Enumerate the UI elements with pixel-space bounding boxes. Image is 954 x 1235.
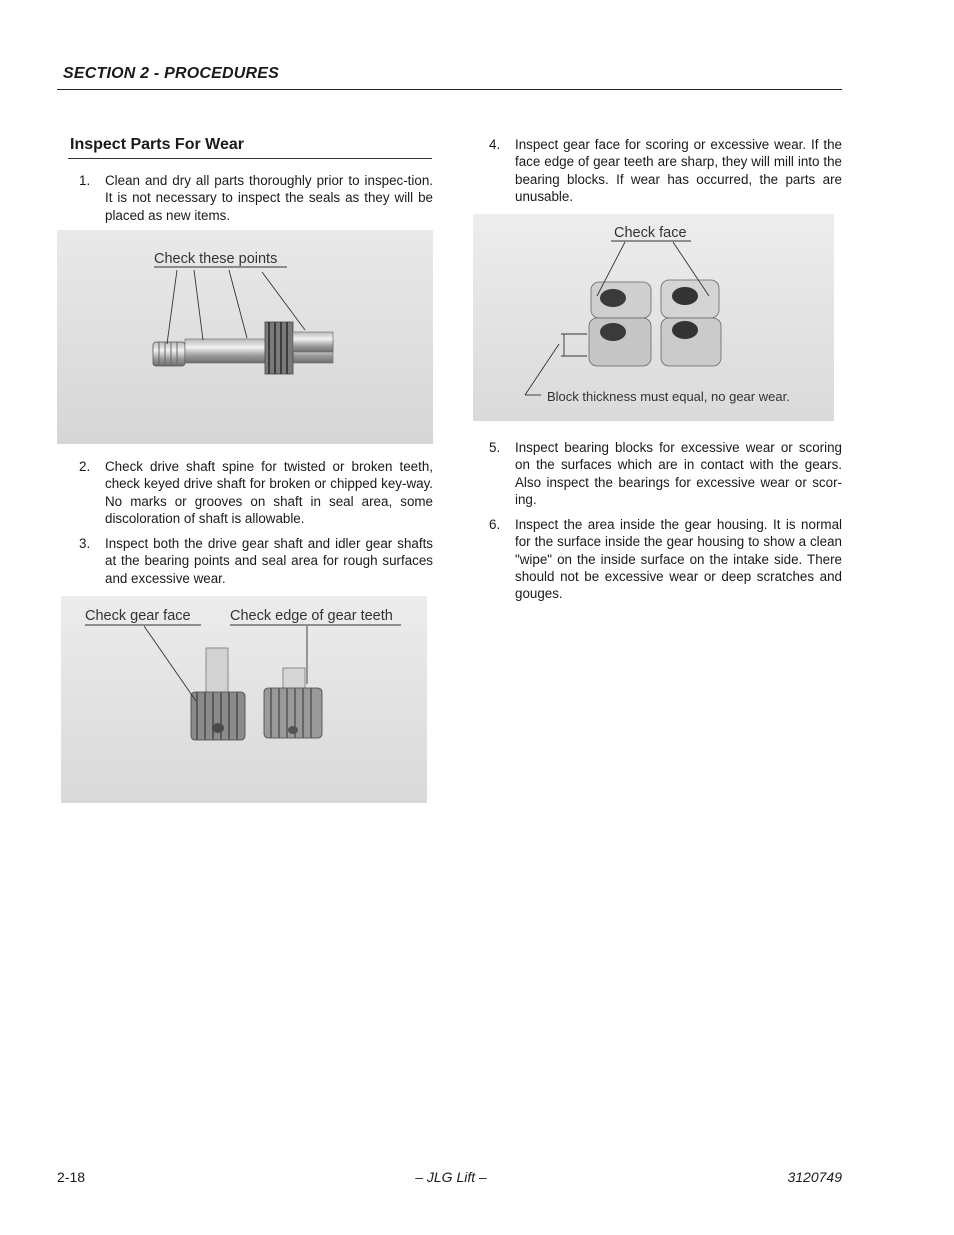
step-number: 2. — [79, 459, 91, 474]
gear-photo-label-left: Check gear face — [85, 608, 191, 624]
step-5 — [489, 439, 842, 508]
bearing-block-photo — [473, 214, 834, 421]
step-text: Inspect bearing blocks for excessive wear or scoring on the surfaces which are in contact with the gears. Also inspect the bearings for excessive wear or scor-ing. — [515, 440, 842, 507]
step-1 — [79, 172, 433, 224]
step-number: 1. — [79, 173, 91, 188]
document-number: 3120749 — [787, 1169, 842, 1185]
gear-photo-label-right: Check edge of gear teeth — [230, 608, 393, 624]
block-photo-label-bottom: Block thickness must equal, no gear wear. — [547, 389, 790, 404]
step-4 — [489, 136, 842, 205]
step-3 — [79, 535, 433, 587]
block-photo-label-top: Check face — [614, 225, 687, 241]
step-number: 4. — [489, 137, 501, 152]
step-6 — [489, 516, 842, 602]
step-text: Inspect the area inside the gear housing. It is normal for the surface inside the gear housing to show a clean "wipe" on the inside surface on the intake side. There should not be excessive wear or deep scratches and gouges. — [515, 517, 842, 602]
step-2 — [79, 458, 433, 527]
footer-brand: – JLG Lift – — [415, 1169, 487, 1185]
step-text: Inspect both the drive gear shaft and idler gear shafts at the bearing points and seal area for rough surfaces and excessive wear. — [105, 536, 433, 586]
section-title: SECTION 2 - PROCEDURES — [63, 65, 279, 82]
section-heading: Inspect Parts For Wear — [70, 136, 244, 153]
header-divider — [57, 89, 842, 90]
shaft-photo-label: Check these points — [154, 251, 278, 267]
step-text: Inspect gear face for scoring or excessive wear. If the face edge of gear teeth are sharp, they will mill into the bearing blocks. If wear has occurred, the parts are unusable. — [515, 137, 842, 204]
gear-photo — [61, 596, 427, 803]
step-text: Clean and dry all parts thoroughly prior to inspec-tion. It is not necessary to inspect the seals as they will be placed as new items. — [105, 173, 433, 223]
shaft-photo — [57, 230, 433, 444]
step-number: 3. — [79, 536, 91, 551]
step-text: Check drive shaft spine for twisted or broken teeth, check keyed drive shaft for broken or chipped key-way. No marks or grooves on shaft in seal area, some discoloration of shaft is allowable. — [105, 459, 433, 526]
step-number: 6. — [489, 517, 501, 532]
step-number: 5. — [489, 440, 501, 455]
heading-underline — [68, 158, 432, 159]
page-number: 2-18 — [57, 1169, 86, 1185]
